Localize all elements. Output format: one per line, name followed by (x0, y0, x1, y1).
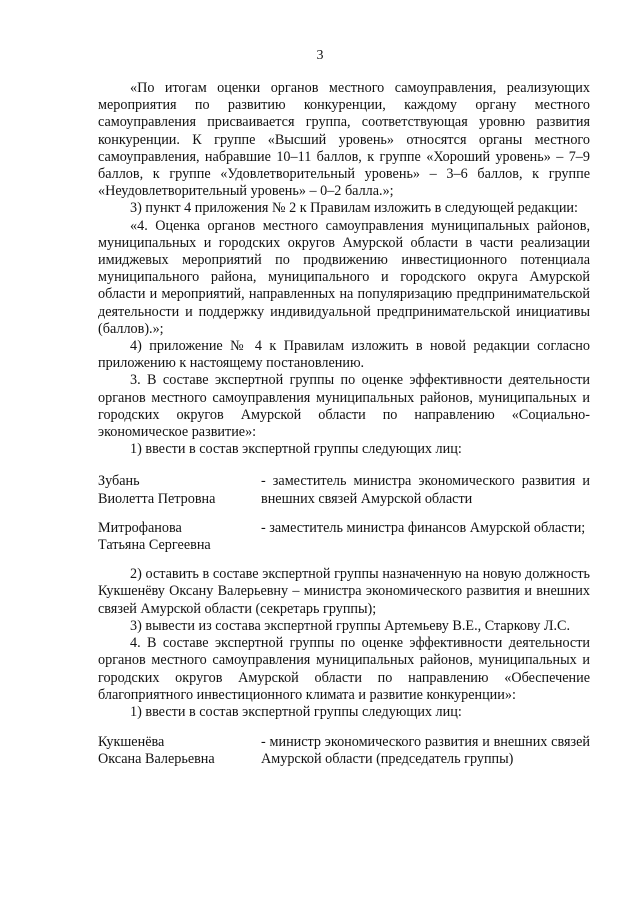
person-name (98, 473, 261, 507)
person-position: - заместитель министра финансов Амурской области; (261, 519, 586, 536)
person-position: - министр экономического развития и внешних связей Амурской области (председатель группы) (261, 734, 590, 768)
persons-list-b (98, 734, 590, 768)
person-name (98, 734, 261, 768)
paragraph-add-members: 1) ввести в состав экспертной группы следующих лиц: (130, 441, 462, 458)
paragraph-item-4: 4) приложение № 4 к Правилам изложить в новой редакции согласно приложению к настоящему постановлению. (98, 338, 590, 372)
paragraph-item-3: 3) пункт 4 приложения № 2 к Правилам изложить в следующей редакции: (130, 200, 578, 217)
person-given-names: Виолетта Петровна (98, 490, 216, 507)
paragraph-keep-member: 2) оставить в составе экспертной группы назначенную на новую должность Кукшенёву Оксану Валерьевну – министра экономического развития и внешних связей Амурской области (секретарь группы); (98, 566, 590, 617)
person-entry (98, 734, 590, 768)
person-surname: Зубань (98, 473, 140, 490)
paragraph-remove-members: 3) вывести из состава экспертной группы Артемьеву В.Е., Старкову Л.С. (130, 617, 571, 634)
paragraph-add-members-2: 1) ввести в состав экспертной группы следующих лиц: (130, 703, 462, 720)
person-position: - заместитель министра экономического развития и внешних связей Амурской области (261, 473, 590, 507)
person-given-names: Татьяна Сергеевна (98, 537, 211, 554)
person-surname: Кукшенёва (98, 734, 165, 751)
paragraph-quote-4: «4. Оценка органов местного самоуправления муниципальных районов, муниципальных и городских округов Амурской области в части реализации имиджевых мероприятий по продвижению инвестиционного потенциала муниципального района, муниципального и городского округа Амурской области и мероприятий, направленных на популяризацию предпринимательской деятельности и поддержку индивидуальной предпринимательской инициативы (баллов).»; (98, 217, 590, 337)
persons-list-a (98, 473, 590, 554)
person-entry (98, 520, 590, 554)
person-surname: Митрофанова (98, 519, 182, 536)
paragraph-section-4: 4. В составе экспертной группы по оценке эффективности деятельности органов местного самоуправления муниципальных районов, муниципальных и городских округов Амурской области по направлению «Обеспечение благоприятного инвестиционного климата и развитие конкуренции»: (98, 635, 590, 703)
person-name (98, 520, 261, 554)
person-given-names: Оксана Валерьевна (98, 751, 215, 768)
page-number: 3 (316, 48, 324, 63)
person-entry (98, 473, 590, 507)
paragraph-section-3: 3. В составе экспертной группы по оценке эффективности деятельности органов местного самоуправления муниципальных районов, муниципальных и городских округов Амурской области по направлению «Социально-экономическое развитие»: (98, 372, 590, 441)
document-body (98, 80, 590, 781)
paragraph-scoring-groups: «По итогам оценки органов местного самоуправления, реализующих мероприятия по развитию конкуренции, каждому органу местного самоуправления присваивается группа, соответствующая уровню развития конкуренции. К группе «Высший уровень» относятся органы местного самоуправления, набравшие 10–11 баллов, к группе «Хороший уровень» – 7–9 баллов, к группе «Удовлетворительный уровень» – 3–6 баллов, к группе «Неудовлетворительный уровень» – 0–2 балла.»; (98, 80, 590, 200)
